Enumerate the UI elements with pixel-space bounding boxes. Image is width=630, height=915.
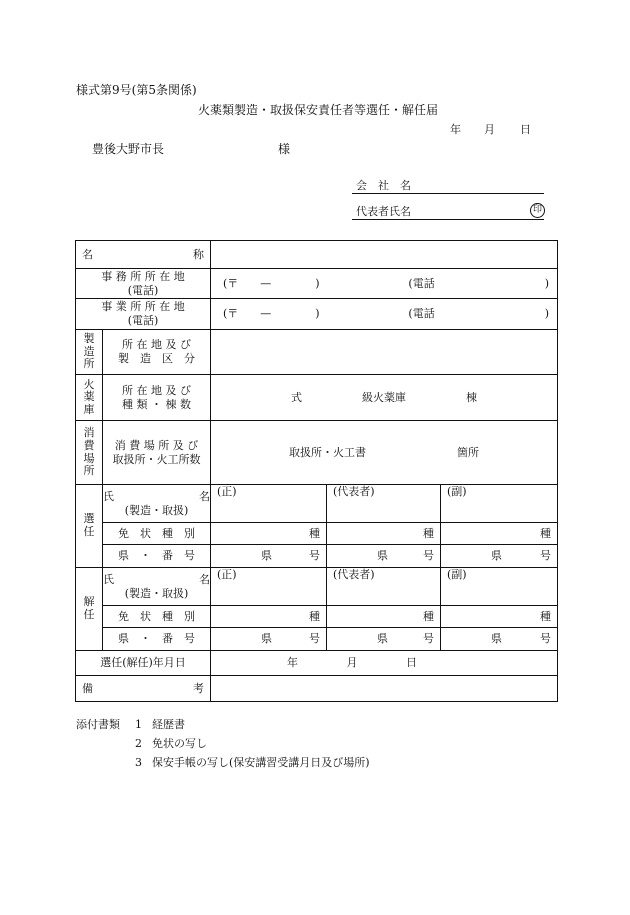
date-field[interactable]: 年 月 日	[211, 651, 558, 676]
application-form-table	[75, 240, 558, 702]
appoint-license-deputy[interactable]: 種	[441, 523, 558, 545]
row-remarks	[76, 676, 558, 702]
consume-side-label: 消費場所	[76, 421, 103, 485]
office-address-label: 事 務 所 所 在 地 (電話)	[76, 269, 211, 299]
magazine-side-label: 火薬庫	[76, 375, 103, 421]
company-name-line[interactable]	[352, 193, 544, 194]
dismiss-license-primary[interactable]: 種	[211, 606, 327, 628]
appoint-side-label: 選任	[76, 485, 103, 568]
magazine-field[interactable]: 式 級火薬庫 棟	[211, 375, 558, 421]
factory-side-label: 製造所	[76, 330, 103, 375]
date-label: 選任(解任)年月日	[76, 651, 211, 676]
appoint-pref-label: 県 ・ 番 号	[103, 545, 211, 568]
document-title: 火薬類製造・取扱保安責任者等選任・解任届	[198, 103, 439, 117]
office-address-field[interactable]	[211, 269, 558, 299]
magazine-label: 所 在 地 及 び 種 類 ・ 棟 数	[103, 375, 211, 421]
appoint-license-representative[interactable]: 種	[327, 523, 441, 545]
representative-line[interactable]	[352, 219, 544, 220]
remarks-field[interactable]	[211, 676, 558, 702]
factory-field[interactable]	[211, 330, 558, 375]
row-appoint-license	[76, 523, 558, 545]
row-business	[76, 299, 558, 330]
name-label: 名 称	[76, 241, 211, 269]
appoint-deputy-field[interactable]: (副)	[441, 485, 558, 523]
date-month-label: 月	[484, 123, 495, 136]
business-address-field[interactable]	[211, 299, 558, 330]
date-day-label: 日	[520, 123, 531, 136]
appoint-license-label: 免 状 種 別	[103, 523, 211, 545]
attachment-1-num: 1	[135, 718, 142, 731]
dismiss-pref-deputy[interactable]: 県 号	[441, 628, 558, 651]
consume-field[interactable]: 取扱所・火工書 箇所	[211, 421, 558, 485]
row-dismiss-name	[76, 568, 558, 606]
appoint-pref-deputy[interactable]: 県 号	[441, 545, 558, 568]
factory-label: 所 在 地 及 び 製 造 区 分	[103, 330, 211, 375]
dismiss-name-label: 氏 名 (製造・取扱)	[103, 568, 211, 606]
dismiss-license-representative[interactable]: 種	[327, 606, 441, 628]
date-year-label: 年	[450, 123, 461, 136]
row-factory	[76, 330, 558, 375]
appoint-license-primary[interactable]: 種	[211, 523, 327, 545]
row-date	[76, 651, 558, 676]
business-phone-close: )	[544, 307, 550, 321]
representative-label: 代表者氏名	[356, 205, 411, 218]
addressee: 豊後大野市長	[92, 142, 165, 156]
row-appoint-pref	[76, 545, 558, 568]
row-magazine	[76, 375, 558, 421]
attachment-1-text: 経歴書	[152, 718, 185, 731]
attachment-3-text: 保安手帳の写し(保安講習受講月日及び場所)	[152, 756, 370, 769]
form-number: 様式第9号(第5条関係)	[76, 83, 197, 97]
business-phone-open: (電話	[408, 307, 435, 321]
company-name-label: 会 社 名	[356, 179, 411, 192]
appoint-pref-representative[interactable]: 県 号	[327, 545, 441, 568]
dismiss-side-label: 解任	[76, 568, 103, 651]
attachment-2-text: 免状の写し	[152, 737, 207, 750]
business-postal: (〒 — )	[223, 307, 320, 321]
row-office	[76, 269, 558, 299]
row-dismiss-license	[76, 606, 558, 628]
row-name	[76, 241, 558, 269]
appoint-representative-field[interactable]: (代表者)	[327, 485, 441, 523]
row-dismiss-pref	[76, 628, 558, 651]
seal-mark: 印	[530, 203, 545, 218]
dismiss-license-deputy[interactable]: 種	[441, 606, 558, 628]
addressee-honorific: 様	[278, 142, 291, 156]
dismiss-pref-primary[interactable]: 県 号	[211, 628, 327, 651]
dismiss-deputy-field[interactable]: (副)	[441, 568, 558, 606]
dismiss-pref-representative[interactable]: 県 号	[327, 628, 441, 651]
attachment-3-num: 3	[135, 756, 142, 769]
office-phone-close: )	[544, 276, 550, 290]
row-appoint-name	[76, 485, 558, 523]
attachment-2-num: 2	[135, 737, 142, 750]
attachments-label: 添付書類	[76, 718, 120, 731]
dismiss-representative-field[interactable]: (代表者)	[327, 568, 441, 606]
appoint-primary-field[interactable]: (正)	[211, 485, 327, 523]
office-postal: (〒 — )	[223, 276, 320, 290]
dismiss-license-label: 免 状 種 別	[103, 606, 211, 628]
dismiss-pref-label: 県 ・ 番 号	[103, 628, 211, 651]
business-address-label: 事 業 所 所 在 地 (電話)	[76, 299, 211, 330]
office-phone-open: (電話	[408, 276, 435, 290]
appoint-pref-primary[interactable]: 県 号	[211, 545, 327, 568]
appoint-name-label: 氏 名 (製造・取扱)	[103, 485, 211, 523]
row-consumption	[76, 421, 558, 485]
remarks-label: 備 考	[76, 676, 211, 702]
name-field[interactable]	[211, 241, 558, 269]
dismiss-primary-field[interactable]: (正)	[211, 568, 327, 606]
consume-label: 消 費 場 所 及 び 取扱所・火工所数	[103, 421, 211, 485]
